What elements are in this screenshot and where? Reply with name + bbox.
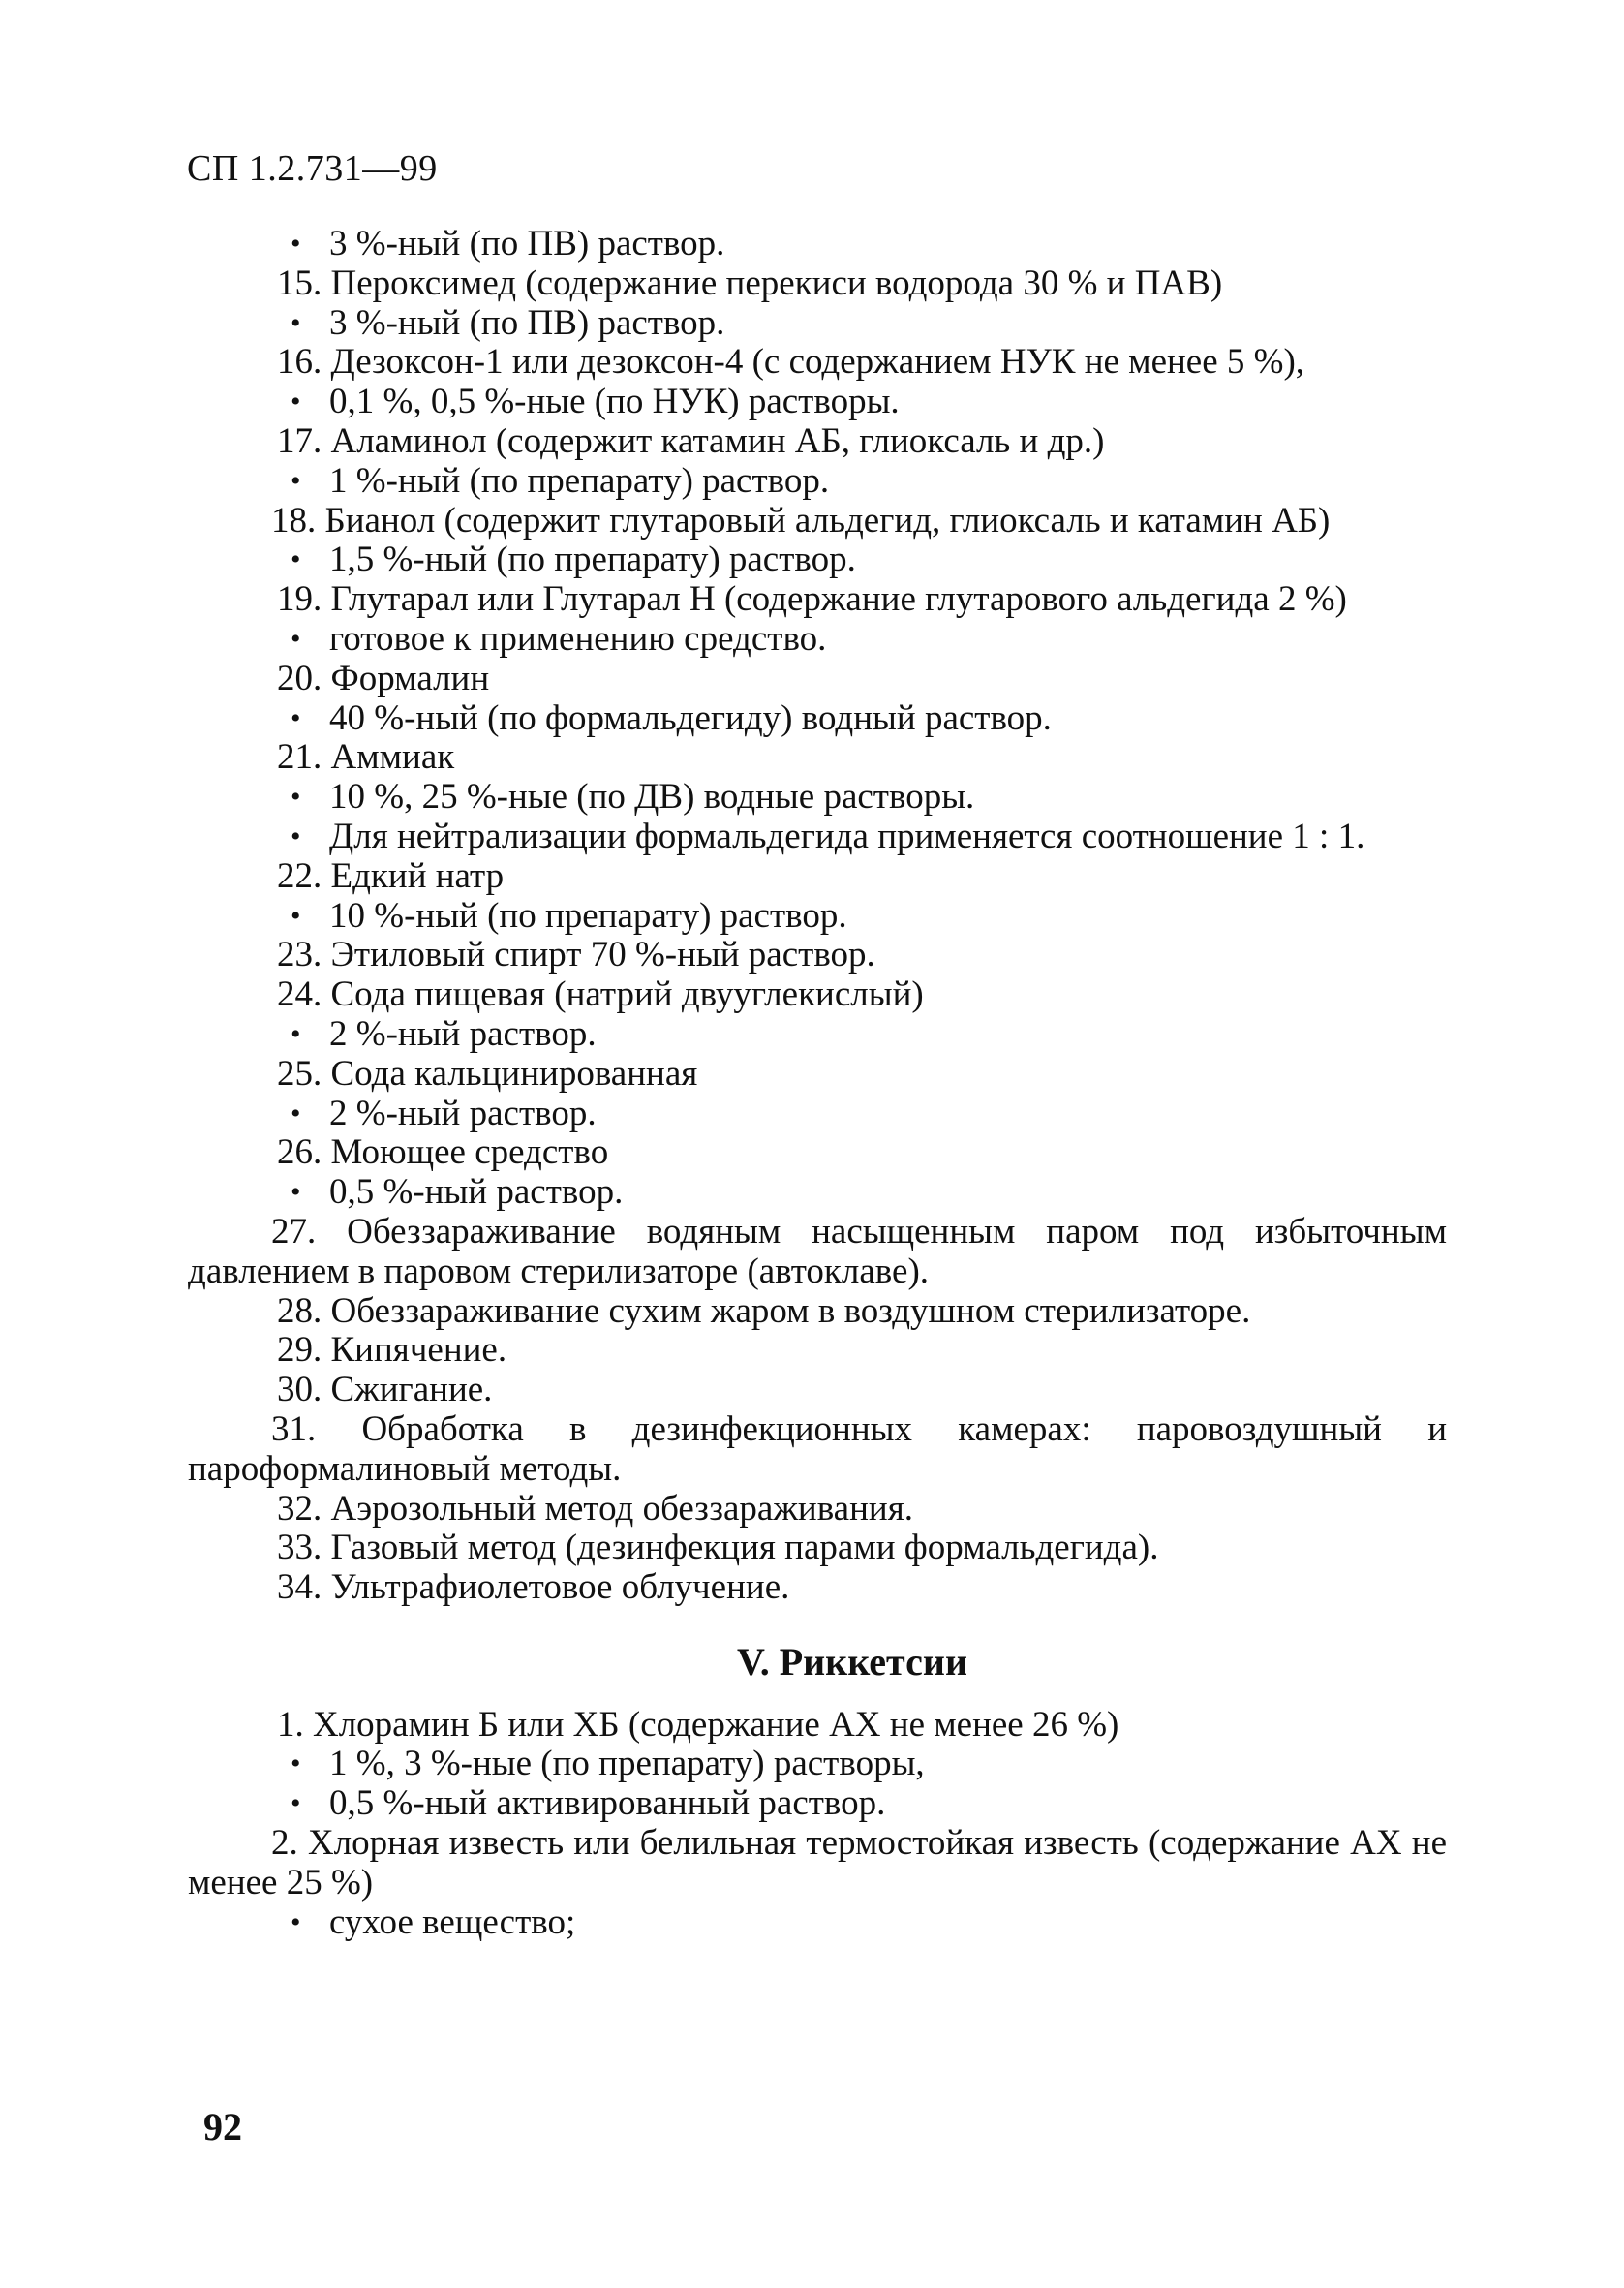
numbered-paragraph: 27. Обеззараживание водяным насыщенным паром под избыточным давлением в паровом стерилизаторе (автоклаве). xyxy=(188,1211,1447,1291)
bullet-text: 1 %-ный (по препарату) раствор. xyxy=(329,460,830,501)
bullet-line xyxy=(194,1173,1453,1213)
bullet-text: 2 %-ный раствор. xyxy=(329,1013,597,1054)
section-list xyxy=(188,1704,1453,1943)
bullet-icon: • xyxy=(291,1097,301,1129)
bullet-text: Для нейтрализации формальдегида применяется соотношение 1 : 1. xyxy=(329,816,1365,856)
bullet-line xyxy=(194,1784,1453,1824)
bullet-line xyxy=(194,620,1453,660)
numbered-item: 21. Аммиак xyxy=(277,737,455,778)
numbered-item: 26. Моющее средство xyxy=(277,1132,609,1173)
numbered-item: 16. Дезоксон-1 или дезоксон-4 (с содержанием НУК не менее 5 %), xyxy=(277,342,1305,383)
numbered-item: 30. Сжигание. xyxy=(277,1370,493,1410)
bullet-text: 3 %-ный (по ПВ) раствор. xyxy=(329,302,725,343)
bullet-icon: • xyxy=(291,228,301,260)
numbered-item: 15. Пероксимед (содержание перекиси водорода 30 % и ПАВ) xyxy=(277,263,1223,303)
numbered-paragraph: 2. Хлорная известь или белильная термостойкая известь (содержание АХ не менее 25 %) xyxy=(188,1823,1447,1902)
bullet-text: 3 %-ный (по ПВ) раствор. xyxy=(329,224,725,263)
bullet-text: 0,1 %, 0,5 %-ные (по НУК) растворы. xyxy=(329,382,900,422)
bullet-line xyxy=(194,541,1453,580)
bullet-icon: • xyxy=(291,543,301,576)
numbered-item: 33. Газовый метод (дезинфекция парами формальдегида). xyxy=(277,1528,1159,1568)
numbered-paragraph: 31. Обработка в дезинфекционных камерах: паровоздушный и пароформалиновый методы. xyxy=(188,1408,1447,1489)
bullet-icon: • xyxy=(291,306,301,339)
bullet-text: готовое к применению средство. xyxy=(329,618,827,659)
bullet-line xyxy=(194,1903,1453,1943)
numbered-item: 1. Хлорамин Б или ХБ (содержание АХ не менее 26 %) xyxy=(277,1704,1119,1745)
bullet-icon: • xyxy=(291,701,301,734)
bullet-text: 40 %-ный (по формальдегиду) водный раствор. xyxy=(329,697,1052,738)
bullet-icon: • xyxy=(291,1747,301,1780)
bullet-icon: • xyxy=(291,1017,301,1050)
bullet-icon: • xyxy=(291,464,301,497)
numbered-item: 24. Сода пищевая (натрий двууглекислый) xyxy=(277,974,924,1015)
bullet-text: 1,5 %-ный (по препарату) раствор. xyxy=(329,540,856,580)
numbered-item: 34. Ультрафиолетовое облучение. xyxy=(277,1567,790,1608)
bullet-line xyxy=(194,304,1453,344)
numbered-item: 28. Обеззараживание сухим жаром в воздушном стерилизаторе. xyxy=(277,1290,1251,1331)
bullet-icon: • xyxy=(291,1905,301,1938)
bullet-icon: • xyxy=(291,1787,301,1820)
bullet-line xyxy=(194,897,1453,937)
bullet-icon: • xyxy=(291,781,301,814)
bullet-icon: • xyxy=(291,819,301,852)
bullet-icon: • xyxy=(291,1176,301,1209)
page-number: 92 xyxy=(203,2105,242,2149)
disinfectant-list xyxy=(188,224,1453,1608)
bullet-text: 10 %-ный (по препарату) раствор. xyxy=(329,895,847,936)
numbered-item: 23. Этиловый спирт 70 %-ный раствор. xyxy=(277,935,875,975)
bullet-line xyxy=(194,1015,1453,1055)
numbered-item: 29. Кипячение. xyxy=(277,1330,507,1371)
document-code-header: СП 1.2.731—99 xyxy=(187,148,438,189)
bullet-line xyxy=(194,699,1453,739)
bullet-icon: • xyxy=(291,622,301,655)
bullet-line xyxy=(194,383,1453,422)
numbered-item: 25. Сода кальцинированная xyxy=(277,1053,698,1094)
numbered-item: 19. Глутарал или Глутарал Н (содержание глутарового альдегида 2 %) xyxy=(277,579,1347,620)
bullet-line xyxy=(194,462,1453,502)
bullet-text: 0,5 %-ный активированный раствор. xyxy=(329,1783,886,1824)
numbered-item: 32. Аэрозольный метод обеззараживания. xyxy=(277,1488,913,1529)
numbered-paragraph: 18. Бианол (содержит глутаровый альдегид, глиоксаль и катамин АБ) xyxy=(271,500,1331,541)
document-body xyxy=(188,224,1453,1942)
bullet-line xyxy=(194,1095,1453,1134)
bullet-icon: • xyxy=(291,899,301,932)
section-title: V. Риккетсии xyxy=(736,1639,968,1684)
bullet-text: 1 %, 3 %-ные (по препарату) растворы, xyxy=(329,1744,925,1784)
bullet-text: 10 %, 25 %-ные (по ДВ) водные растворы. xyxy=(329,777,975,818)
bullet-line xyxy=(194,1745,1453,1784)
bullet-text: сухое вещество; xyxy=(329,1902,576,1942)
bullet-text: 0,5 %-ный раствор. xyxy=(329,1172,624,1213)
numbered-item: 17. Аламинол (содержит катамин АБ, глиоксаль и др.) xyxy=(277,420,1105,461)
bullet-line xyxy=(194,778,1453,818)
bullet-text: 2 %-ный раствор. xyxy=(329,1093,597,1133)
numbered-item: 20. Формалин xyxy=(277,658,490,698)
numbered-item: 22. Едкий натр xyxy=(277,855,505,896)
bullet-line xyxy=(194,818,1453,857)
bullet-icon: • xyxy=(291,386,301,418)
bullet-line xyxy=(194,225,1453,264)
